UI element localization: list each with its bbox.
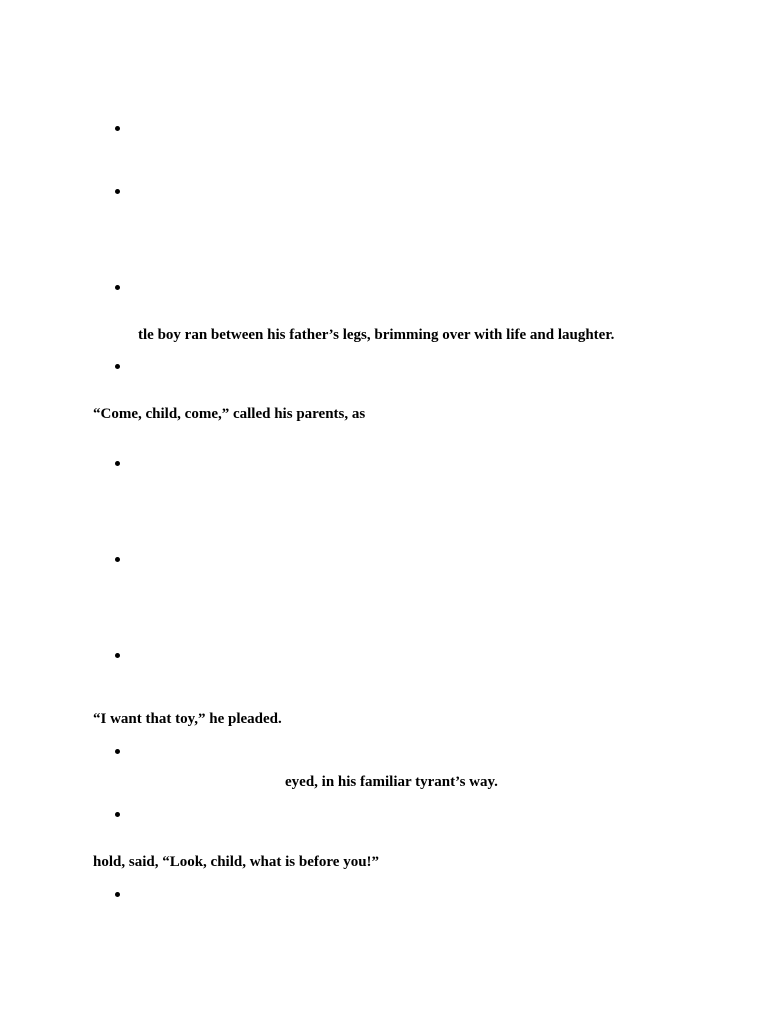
- text-line: “Come, child, come,” called his parents, as: [93, 406, 366, 422]
- text-line: hold, said, “Look, child, what is before you!”: [93, 854, 380, 870]
- bullet-marker: [114, 811, 122, 819]
- text-line: “I want that toy,” he pleaded.: [93, 711, 282, 727]
- bullet-marker: [114, 363, 122, 371]
- bullet-marker: [114, 188, 122, 196]
- text-line: eyed, in his familiar tyrant’s way.: [285, 774, 498, 790]
- bullet-marker: [114, 460, 122, 468]
- bullet-marker: [114, 652, 122, 660]
- bullet-marker: [114, 556, 122, 564]
- bullet-marker: [114, 891, 122, 899]
- bullet-marker: [114, 748, 122, 756]
- bullet-marker: [114, 284, 122, 292]
- bullet-marker: [114, 125, 122, 133]
- text-line: tle boy ran between his father’s legs, brimming over with life and laughter.: [138, 327, 615, 343]
